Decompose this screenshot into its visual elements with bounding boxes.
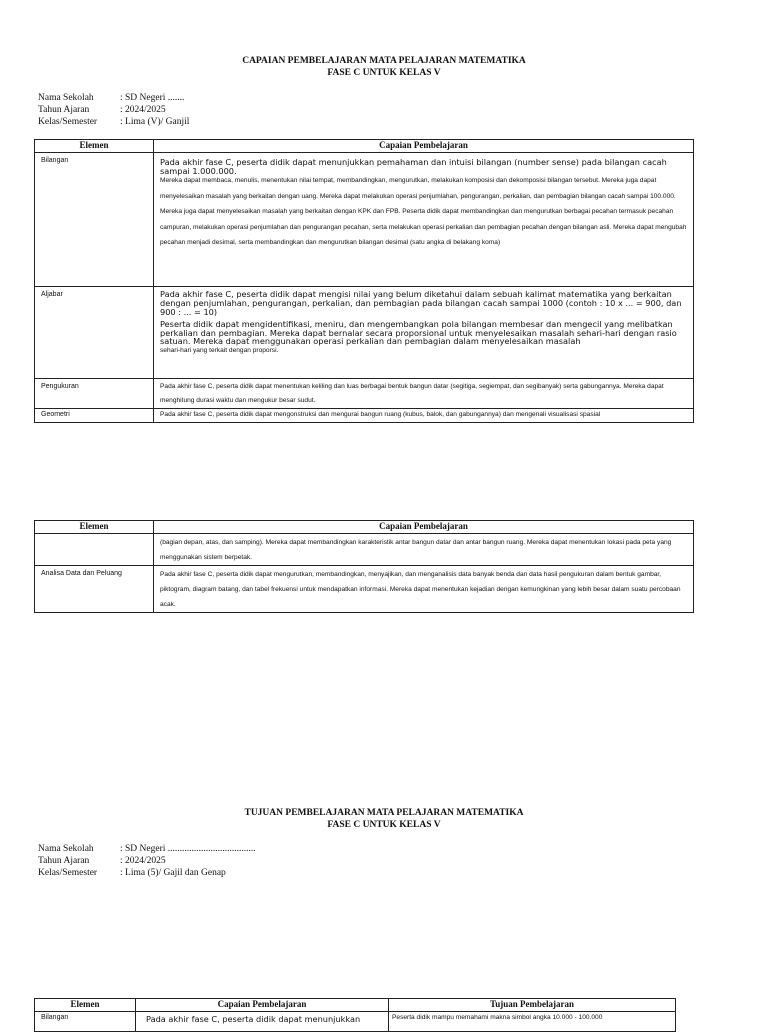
- meta-row-class: [38, 116, 189, 128]
- table-row-geometri-cont: [35, 534, 694, 566]
- capaian-cell: [136, 1012, 389, 1032]
- meta-label: Tahun Ajaran: [38, 856, 90, 866]
- table-row-pengukuran: [35, 379, 694, 409]
- table-row-bilangan: [35, 1012, 676, 1032]
- element-label: Bilangan: [35, 1012, 136, 1032]
- capaian-cell: [154, 153, 694, 287]
- page1-title-line2: FASE C UNTUK KELAS V: [327, 68, 441, 78]
- capaian-table-2: [34, 520, 694, 613]
- header-capaian: Capaian Pembelajaran: [154, 521, 694, 534]
- header-capaian: Capaian Pembelajaran: [154, 140, 694, 153]
- meta-row-year: [38, 104, 189, 116]
- capaian-cell: [154, 566, 694, 613]
- meta-value: : 2024/2025: [120, 856, 166, 866]
- meta-row-class: [38, 867, 256, 879]
- tujuan-body: Peserta didik mampu memahami makna simbol angka 10.000 - 100.000: [392, 1014, 603, 1021]
- capaian-lead: Pada akhir fase C, peserta didik dapat menunjukkan pemahaman dan intuisi bilangan (number sense) pada bilangan cacah sampai 1.000.000.: [160, 157, 667, 176]
- capaian-cell: [154, 534, 694, 566]
- header-elemen: Elemen: [35, 999, 136, 1012]
- capaian-cell: [154, 379, 694, 409]
- header-elemen: Elemen: [35, 140, 154, 153]
- meta-row-school: [38, 843, 256, 855]
- tujuan-cell: [389, 1012, 676, 1032]
- element-label: Geometri: [35, 409, 154, 423]
- meta-value: : Lima (V)/ Ganjil: [120, 117, 190, 127]
- header-capaian: Capaian Pembelajaran: [136, 999, 389, 1012]
- capaian-body: (bagian depan, atas, dan samping). Mereka dapat membandingkan karakteristik antar bangun datar dan antar bangun ruang. Mereka dapat menentukan lokasi pada peta yang menggunakan sistem berpetak.: [160, 539, 672, 561]
- table-row-analisa: [35, 566, 694, 613]
- capaian-body: sehari-hari yang terkait dengan proporsi.: [160, 346, 279, 354]
- element-label: Pengukuran: [35, 379, 154, 409]
- meta-label: Kelas/Semester: [38, 868, 98, 878]
- table-header-row: [35, 140, 694, 153]
- capaian-body: Mereka dapat membaca, menulis, menentukan nilai tempat, membandingkan, mengurutkan, melakukan komposisi dan dekomposisi bilangan tersebut. Mereka juga dapat menyelesaikan masalah yang berkaitan dengan uang. Mereka dapat melakukan operasi penjumlahan, pengurangan, perkalian, dan pembagian bilangan cacah sampai 100.000. Mereka juga dapat menyelesaikan masalah yang berkaitan dengan KPK dan FPB. Peserta didik dapat membandingkan dan mengurutkan berbagai pecahan termasuk pecahan campuran, melakukan operasi penjumlahan dan pengurangan pecahan, serta melakukan operasi perkalian dan pembagian pecahan dengan bilangan asli. Mereka dapat mengubah pecahan menjadi desimal, serta membandingkan dan mengurutkan bilangan desimal (satu angka di belakang koma): [160, 177, 687, 246]
- meta-value: : SD Negeri .......: [120, 93, 185, 103]
- meta-label: Tahun Ajaran: [38, 105, 90, 115]
- tujuan-table: [34, 998, 676, 1032]
- capaian-body: Pada akhir fase C, peserta didik dapat mengurutkan, membandingkan, menyajikan, dan menganalisis data banyak benda dan data hasil pengukuran dalam bentuk gambar, piktogram, diagram batang, dan tabel frekuensi untuk mendapatkan informasi. Mereka dapat menentukan kejadian dengan kemungkinan yang lebih besar dalam suatu percobaan acak.: [160, 571, 681, 608]
- header-tujuan: Tujuan Pembelajaran: [389, 999, 676, 1012]
- element-label: Analisa Data dan Peluang: [35, 566, 154, 613]
- capaian-lead-2: Peserta didik dapat mengidentifikasi, meniru, dan mengembangkan pola bilangan membesar dan mengecil yang melibatkan perkalian dan pembagian. Mereka dapat bernalar secara proporsional untuk menyelesaikan masalah sehari-hari dengan rasio satuan. Mereka dapat menggunakan operasi perkalian dan pembagian dalam menyelesaikan masalah: [160, 319, 677, 347]
- meta-row-year: [38, 855, 256, 867]
- table-header-row: [35, 999, 676, 1012]
- meta-value: : SD Negeri .....................................: [120, 844, 256, 854]
- page3-title-line2: FASE C UNTUK KELAS V: [327, 820, 441, 830]
- element-label: [35, 534, 154, 566]
- meta-label: Nama Sekolah: [38, 93, 94, 103]
- meta-row-school: [38, 92, 189, 104]
- element-label: Aljabar: [35, 287, 154, 379]
- meta-value: : 2024/2025: [120, 105, 166, 115]
- page1-meta: [38, 92, 189, 128]
- header-elemen: Elemen: [35, 521, 154, 534]
- capaian-lead: Pada akhir fase C, peserta didik dapat mengisi nilai yang belum diketahui dalam sebuah kalimat matematika yang berkaitan dengan penjumlahan, pengurangan, perkalian, dan pembagian pada bilangan cacah sampai 1000 (contoh : 10 x ... = 900, dan 900 : ... = 10): [160, 289, 682, 317]
- element-label: Bilangan: [35, 153, 154, 287]
- meta-value: : Lima (5)/ Gajil dan Genap: [120, 868, 226, 878]
- capaian-lead: Pada akhir fase C, peserta didik dapat menunjukkan: [146, 1014, 361, 1024]
- page1-title-line1: CAPAIAN PEMBELAJARAN MATA PELAJARAN MATEMATIKA: [242, 56, 526, 66]
- table-row-bilangan: [35, 153, 694, 287]
- capaian-body: Pada akhir fase C, peserta didik dapat menentukan keliling dan luas berbagai bentuk bangun datar (segitiga, segiempat, dan segibanyak) serta gabungannya. Mereka dapat menghitung durasi waktu dan mengukur besar sudut.: [160, 383, 664, 404]
- meta-label: Kelas/Semester: [38, 117, 98, 127]
- capaian-table-1: [34, 139, 694, 423]
- meta-label: Nama Sekolah: [38, 844, 94, 854]
- capaian-cell: [154, 287, 694, 379]
- capaian-body: Pada akhir fase C, peserta didik dapat mengonstruksi dan mengurai bangun ruang (kubus, balok, dan gabungannya) dan mengenali visualisasi spasial: [160, 411, 601, 418]
- table-row-aljabar: [35, 287, 694, 379]
- page3-title-line1: TUJUAN PEMBELAJARAN MATA PELAJARAN MATEMATIKA: [244, 808, 524, 818]
- table-row-geometri: [35, 409, 694, 423]
- capaian-cell: [154, 409, 694, 423]
- page3-meta: [38, 843, 256, 879]
- table-header-row: [35, 521, 694, 534]
